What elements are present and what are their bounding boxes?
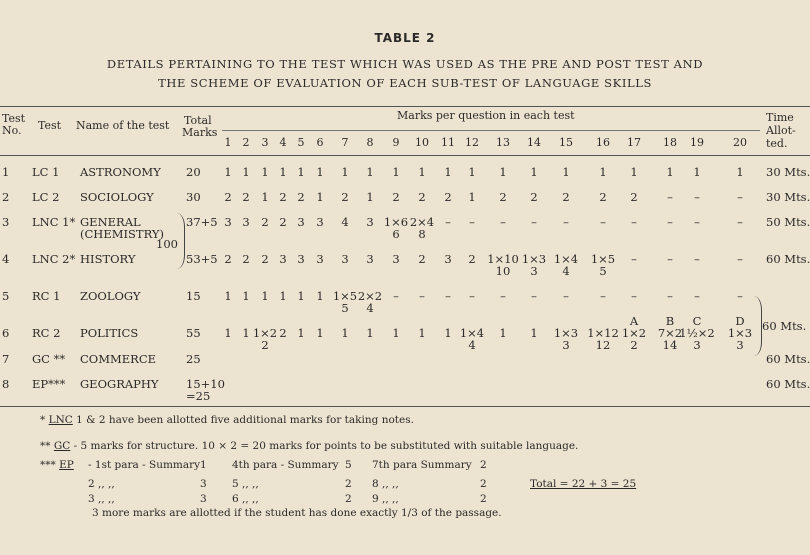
row-time-allotted: 50 Mts. [766, 215, 810, 229]
question-mark: 2 [224, 252, 232, 266]
row-test-code: LC 2 [32, 190, 60, 204]
question-mark: – [531, 215, 537, 229]
question-part-label: A [629, 314, 639, 328]
question-mark: 7×2 [657, 326, 683, 340]
question-mark-multiplier: 8 [418, 227, 426, 241]
row-test-no: 5 [2, 289, 10, 303]
question-mark: 2 [468, 252, 476, 266]
footnote-lnc-mark: * [40, 414, 46, 426]
question-number: 14 [527, 136, 541, 149]
question-mark: – [631, 215, 637, 229]
question-mark: 1 [499, 165, 507, 179]
question-number: 7 [341, 136, 349, 149]
row-test-name: POLITICS [80, 326, 139, 340]
question-mark: 1 [261, 289, 269, 303]
question-part-label: B [665, 314, 675, 328]
question-number: 3 [261, 136, 269, 149]
question-mark: 1 [242, 289, 250, 303]
question-mark: – [500, 215, 506, 229]
question-mark: 1×6 [383, 215, 409, 229]
question-number: 19 [690, 136, 704, 149]
header-test-no-1: Test [2, 112, 26, 125]
question-mark: 3 [392, 252, 400, 266]
question-mark-multiplier: 3 [562, 338, 570, 352]
ep-scheme-cell: 1 [200, 459, 207, 471]
question-mark: 1 [392, 326, 400, 340]
question-mark: 1×3 [553, 326, 579, 340]
caption-line-1: DETAILS PERTAINING TO THE TEST WHICH WAS USED AS THE PRE AND POST TEST AND [106, 57, 704, 71]
question-mark: – [445, 289, 451, 303]
row-total-marks: 20 [186, 165, 201, 179]
total-bracket [177, 213, 185, 269]
question-mark: 1×5 [590, 252, 616, 266]
question-mark: 1 [693, 165, 701, 179]
question-mark: 1 [316, 165, 324, 179]
question-mark: – [667, 252, 673, 266]
question-mark: – [445, 215, 451, 229]
bracket-total-label: 100 [156, 237, 178, 251]
question-mark-multiplier: 4 [562, 264, 570, 278]
question-mark-multiplier: 2 [630, 338, 638, 352]
ep-scheme-cell: 8 ,, ,, [372, 478, 399, 490]
footnote-gc-text: - 5 marks for structure. 10 × 2 = 20 marks for points to be substituted with suitable language. [73, 440, 579, 452]
footnote-gc-key: GC [53, 440, 71, 452]
question-mark: – [737, 252, 743, 266]
question-mark: – [631, 289, 637, 303]
row-test-code: RC 1 [32, 289, 61, 303]
question-mark-multiplier: 3 [736, 338, 744, 352]
ep-scheme-cell: 2 [480, 478, 487, 490]
header-time-3: ted. [766, 137, 788, 150]
ep-scheme-cell: 7th para Summary [372, 459, 472, 471]
question-mark: – [469, 215, 475, 229]
question-mark: 3 [224, 215, 232, 229]
ep-scheme-cell: - 1st para - Summary [88, 459, 201, 471]
row-time-allotted: 60 Mts. [766, 377, 810, 391]
question-mark: 3 [316, 215, 324, 229]
question-mark-multiplier: 14 [662, 338, 678, 352]
ep-scheme-cell: 4th para - Summary [232, 459, 339, 471]
question-mark: 2 [599, 190, 607, 204]
question-mark: 2 [444, 190, 452, 204]
ep-scheme-cell: 5 [345, 459, 352, 471]
question-mark: 1 [297, 326, 305, 340]
question-number: 10 [415, 136, 429, 149]
question-mark: 2×2 [357, 289, 383, 303]
question-mark: 2 [242, 252, 250, 266]
row-test-no: 1 [2, 165, 10, 179]
question-mark: 1×5 [332, 289, 358, 303]
question-mark: 3 [444, 252, 452, 266]
question-mark: – [737, 215, 743, 229]
question-number: 6 [316, 136, 324, 149]
question-mark: 1 [444, 165, 452, 179]
question-mark: 2 [261, 252, 269, 266]
ep-scheme-cell: 3 [200, 478, 207, 490]
question-number: 2 [242, 136, 250, 149]
row-total-marks: 37+5 [186, 215, 218, 229]
row-total-marks: 55 [186, 326, 201, 340]
header-test: Test [38, 119, 62, 132]
question-mark: 2 [297, 190, 305, 204]
row-time-allotted: 60 Mts. [766, 352, 810, 366]
row-test-code: RC 2 [32, 326, 61, 340]
ep-scheme-cell: 2 [480, 459, 487, 471]
question-mark: 1×2 [252, 326, 278, 340]
header-bottom-rule [0, 155, 810, 156]
ep-scheme-cell: 3 ,, ,, [88, 493, 115, 505]
question-mark: 1 [366, 165, 374, 179]
question-number: 12 [465, 136, 479, 149]
question-mark: 1 [316, 289, 324, 303]
question-mark: 1 [418, 326, 426, 340]
question-mark: – [631, 252, 637, 266]
question-mark: 1 [599, 165, 607, 179]
question-mark: 1 [224, 289, 232, 303]
question-mark: 1 [418, 165, 426, 179]
question-mark: 3 [279, 252, 287, 266]
ep-total: Total = 22 + 3 = 25 [530, 478, 637, 490]
question-mark: 1 [297, 289, 305, 303]
question-number: 8 [366, 136, 374, 149]
ep-scheme-cell: 9 ,, ,, [372, 493, 399, 505]
row-test-no: 2 [2, 190, 10, 204]
row-test-code: GC ** [32, 352, 66, 366]
question-mark: 3 [366, 215, 374, 229]
footnote-lnc-key: LNC [48, 414, 73, 426]
question-mark: 2 [562, 190, 570, 204]
question-mark: 2 [418, 252, 426, 266]
row-test-name: GEOGRAPHY [80, 377, 159, 391]
row-time-allotted: 30 Mts. [766, 190, 810, 204]
question-mark-multiplier: 3 [693, 338, 701, 352]
ep-scheme-cell: 2 ,, ,, [88, 478, 115, 490]
row-test-no: 8 [2, 377, 10, 391]
question-mark: – [563, 289, 569, 303]
question-number: 20 [733, 136, 747, 149]
question-mark: – [694, 215, 700, 229]
row-total-marks: 15+10 [186, 377, 225, 391]
row-test-no: 4 [2, 252, 10, 266]
ep-scheme-cell: 3 [200, 493, 207, 505]
question-mark: 1 [468, 165, 476, 179]
header-marks-per-question: Marks per question in each test [397, 109, 575, 122]
time-bracket [753, 296, 762, 356]
table-title: TABLE 2 [374, 31, 436, 45]
question-mark: 3 [366, 252, 374, 266]
question-mark: 3 [297, 252, 305, 266]
question-mark-multiplier: 3 [530, 264, 538, 278]
question-mark: 1 [562, 165, 570, 179]
question-mark: 3 [242, 215, 250, 229]
question-mark: 1 [279, 289, 287, 303]
question-mark: 1 [366, 190, 374, 204]
question-mark-multiplier: 2 [261, 338, 269, 352]
question-mark: 1 [261, 190, 269, 204]
question-mark: – [737, 289, 743, 303]
question-mark: 1×4 [553, 252, 579, 266]
table-bottom-rule [0, 406, 810, 407]
question-mark-multiplier: 5 [341, 301, 349, 315]
header-time-2: Allot- [766, 124, 796, 137]
question-mark: 1 [530, 165, 538, 179]
question-mark: – [737, 190, 743, 204]
row-test-no: 3 [2, 215, 10, 229]
question-mark: 1 [316, 190, 324, 204]
question-mark: – [667, 215, 673, 229]
question-number: 4 [279, 136, 287, 149]
row-total-marks-line2: =25 [186, 389, 211, 403]
header-total-1: Total [184, 114, 212, 127]
question-mark: 1 [666, 165, 674, 179]
question-mark: 1 [224, 165, 232, 179]
question-mark: 2 [242, 190, 250, 204]
header-test-no-2: No. [2, 124, 22, 137]
question-mark: 2 [279, 326, 287, 340]
question-number: 5 [297, 136, 305, 149]
footnote-passage: 3 more marks are allotted if the student has done exactly 1/3 of the passage. [92, 507, 502, 519]
question-mark: – [694, 190, 700, 204]
row-total-marks: 53+5 [186, 252, 218, 266]
row-time-allotted: 60 Mts. [766, 252, 810, 266]
question-number: 16 [596, 136, 610, 149]
question-mark: 2 [418, 190, 426, 204]
caption-line-2: THE SCHEME OF EVALUATION OF EACH SUB-TEST OF LANGUAGE SKILLS [158, 76, 652, 90]
question-mark: 1 [341, 165, 349, 179]
row-test-name: COMMERCE [80, 352, 157, 366]
question-mark: – [600, 215, 606, 229]
question-mark: – [531, 289, 537, 303]
question-mark-multiplier: 4 [366, 301, 374, 315]
question-mark: 1 [279, 165, 287, 179]
question-mark: 1×4 [459, 326, 485, 340]
question-mark: 1×10 [487, 252, 519, 266]
question-mark: 1 [630, 165, 638, 179]
question-mark: – [419, 289, 425, 303]
footnote-ep-mark: *** [40, 459, 56, 471]
row-total-marks: 30 [186, 190, 201, 204]
question-mark-multiplier: 10 [495, 264, 511, 278]
question-mark: 1 [444, 326, 452, 340]
question-number: 13 [496, 136, 510, 149]
question-mark-multiplier: 4 [468, 338, 476, 352]
question-mark: – [393, 289, 399, 303]
question-mark: – [469, 289, 475, 303]
question-part-label: C [692, 314, 702, 328]
question-mark: 1 [316, 326, 324, 340]
question-mark: 2 [279, 215, 287, 229]
header-total-2: Marks [182, 126, 218, 139]
row-test-name: GENERAL [80, 215, 141, 229]
question-mark: – [667, 289, 673, 303]
question-mark: 1 [499, 326, 507, 340]
footnote-lnc [40, 414, 414, 426]
question-mark: 1½×2 [679, 326, 715, 340]
question-number: 18 [663, 136, 677, 149]
question-mark: 1 [242, 165, 250, 179]
question-mark: 2 [630, 190, 638, 204]
footnote-gc [40, 440, 578, 452]
row-test-no: 6 [2, 326, 10, 340]
question-mark: 3 [297, 215, 305, 229]
ep-scheme-cell: 2 [345, 493, 352, 505]
question-part-label: D [735, 314, 745, 328]
marks-header-rule [222, 130, 760, 131]
question-mark-multiplier: 6 [392, 227, 400, 241]
question-mark: 2 [224, 190, 232, 204]
question-mark: – [500, 289, 506, 303]
question-mark: 2 [530, 190, 538, 204]
question-mark: 2 [341, 190, 349, 204]
header-name: Name of the test [76, 119, 170, 132]
row-total-marks: 25 [186, 352, 201, 366]
question-mark: 1×3 [727, 326, 753, 340]
question-mark: – [667, 190, 673, 204]
question-mark: 1×3 [521, 252, 547, 266]
footnote-lnc-text: 1 & 2 have been allotted five additional marks for taking notes. [76, 414, 414, 426]
question-mark: 2 [392, 190, 400, 204]
question-mark: 1 [366, 326, 374, 340]
question-mark-multiplier: 12 [595, 338, 611, 352]
ep-scheme-cell: 2 [480, 493, 487, 505]
row-time-allotted: 30 Mts. [766, 165, 810, 179]
question-mark: 1 [261, 165, 269, 179]
footnote-gc-mark: ** [40, 440, 51, 452]
footnote-ep-key: EP [59, 459, 74, 471]
row-test-no: 7 [2, 352, 10, 366]
row-total-marks: 15 [186, 289, 201, 303]
header-time-1: Time [766, 111, 794, 124]
question-number: 11 [441, 136, 455, 149]
row-test-name: ASTRONOMY [80, 165, 161, 179]
question-mark: 2×4 [409, 215, 435, 229]
question-number: 9 [392, 136, 400, 149]
question-mark: 1 [736, 165, 744, 179]
question-mark: – [694, 252, 700, 266]
ep-scheme-cell: 6 ,, ,, [232, 493, 259, 505]
question-mark: – [694, 289, 700, 303]
question-mark: 4 [341, 215, 349, 229]
row-test-name-line2: (CHEMISTRY) [80, 227, 164, 241]
question-mark: 1 [224, 326, 232, 340]
question-mark: 1 [468, 190, 476, 204]
row-test-name: ZOOLOGY [80, 289, 141, 303]
question-mark: 1 [530, 326, 538, 340]
row-test-code: LNC 2* [32, 252, 76, 266]
row-test-code: EP*** [32, 377, 66, 391]
question-number: 1 [224, 136, 232, 149]
question-mark: 1×12 [587, 326, 619, 340]
question-number: 17 [627, 136, 641, 149]
footnote-ep [40, 459, 74, 471]
question-mark-multiplier: 5 [599, 264, 607, 278]
bracket-time-label: 60 Mts. [762, 319, 807, 333]
question-mark: 1 [297, 165, 305, 179]
ep-scheme-cell: 2 [345, 478, 352, 490]
question-mark: 2 [279, 190, 287, 204]
question-mark: 3 [316, 252, 324, 266]
question-mark: – [563, 215, 569, 229]
question-number: 15 [559, 136, 573, 149]
ep-scheme-cell: 5 ,, ,, [232, 478, 259, 490]
row-test-code: LNC 1* [32, 215, 76, 229]
question-mark: – [600, 289, 606, 303]
question-mark: 1×2 [621, 326, 647, 340]
row-test-name: SOCIOLOGY [80, 190, 154, 204]
row-test-code: LC 1 [32, 165, 60, 179]
question-mark: 3 [341, 252, 349, 266]
question-mark: 1 [242, 326, 250, 340]
question-mark: 1 [341, 326, 349, 340]
question-mark: 2 [499, 190, 507, 204]
question-mark: 1 [392, 165, 400, 179]
row-test-name: HISTORY [80, 252, 136, 266]
table-top-rule [0, 106, 810, 107]
question-mark: 2 [261, 215, 269, 229]
